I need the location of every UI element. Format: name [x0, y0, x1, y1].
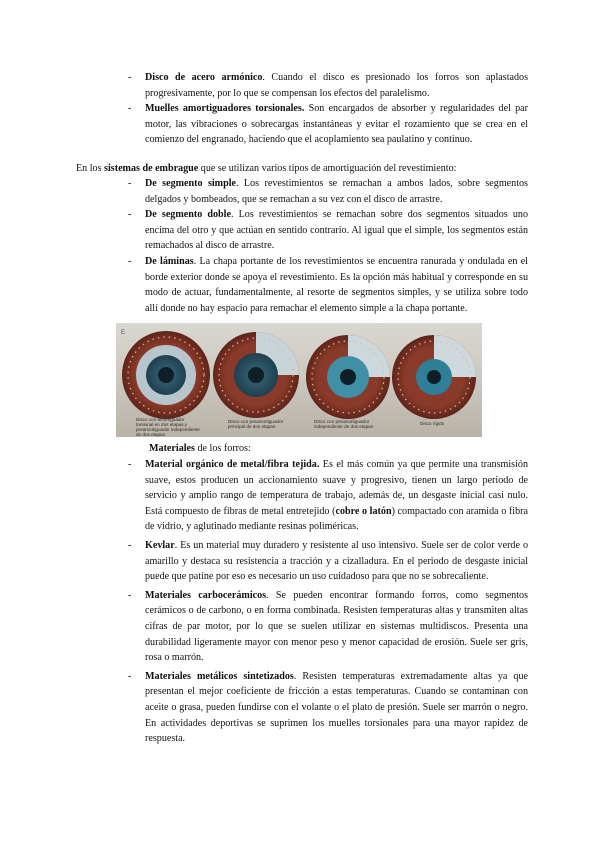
intro-text-after: que se utilizan varios tipos de amortiguación del revestimiento: — [198, 163, 457, 174]
bullet-dash: - — [128, 209, 132, 221]
item-term: Disco de acero armónico — [145, 72, 263, 83]
list-item — [128, 538, 528, 585]
item-text-continued: ) compactado con aramida o fibra de vidrio, y aglutinado mediante resinas poliméricas. — [145, 505, 528, 533]
clutch-disc-2 — [213, 332, 299, 418]
item-term: De segmento simple — [145, 178, 236, 189]
bullet-dash: - — [128, 589, 132, 601]
figure-caption-3: Disco con preamortiguador independiente de dos etapas — [314, 419, 374, 429]
list-item — [128, 254, 528, 316]
clutch-disc-1 — [122, 331, 210, 419]
bullet-dash: - — [128, 670, 132, 682]
damping-types-list — [128, 176, 528, 316]
item-text: . Los revestimientos se remachan sobre dos segmentos situados uno encima del otro y que actúan en sentido contrario. Al igual que el simple, los segmentos están remachados al disco de arrastre. — [145, 209, 528, 252]
intro-term: sistemas de embrague — [104, 163, 199, 174]
intro-text-before: En los — [76, 163, 105, 174]
list-item — [128, 101, 528, 148]
bullet-dash: - — [128, 539, 132, 551]
figure-caption-4: Disco rígido — [420, 421, 445, 426]
item-text: . La chapa portante de los revestimientos se encuentra ranurada y ondulada en el borde exterior donde se apoya el revestimiento. Es la opción más habitual y corresponde en su modo de actuar, fundamentalmente, al resorte de segmentos simples, y se utiliza sobre todo allí donde no hay espacio para remachar el elemento simple a la chapa portante. — [145, 255, 528, 314]
item-term: Kevlar — [145, 539, 175, 551]
item-text: Es el más común ya que permite una transmisión suave, estos producen un accionamiento suave y progresivo, tienen un largo periodo de servicio y amplio rango de temperatura de trabajo, además de, un desgaste inicial casi nulo. Está compuesto de fibras de metal entretejido ( — [145, 459, 528, 517]
list-item — [128, 70, 528, 101]
materials-list — [128, 457, 528, 747]
bullet-dash: - — [128, 72, 132, 83]
item-term: De láminas — [145, 255, 194, 267]
figure-caption-1: Disco con amortiguador torsional en dos etapas y preamortiguador independiente de dos etapas — [136, 417, 200, 437]
item-term: Materiales carbocerámicos — [145, 589, 267, 601]
list-item — [128, 176, 528, 207]
bullet-dash: - — [128, 459, 132, 470]
item-term: De segmento doble — [145, 209, 231, 221]
item-text: . Se pueden encontrar formando forros, como segmentos cerámicos o de carbono, o en forma combinada. Resisten temperaturas altas y transmiten altas cifras de par motor, por lo que se suelen utilizar en sistemas multidiscos. Presenta una durabilidad ligeramente mayor con menor peso y menor capacidad de erosión. Suele ser gris, rosa o marrón. — [145, 589, 528, 664]
bullet-dash: - — [128, 103, 132, 115]
item-term: Materiales metálicos sintetizados — [145, 670, 294, 682]
item-term-inline: cobre o latón — [335, 505, 392, 517]
bullet-dash: - — [128, 178, 132, 189]
clutch-disc-4 — [392, 335, 476, 419]
item-text: . Es un material muy duradero y resistente al uso intensivo. Suele ser de color verde o amarillo y destaca su resistencia a tracción y a cizalladura. En el periodo de desgaste inicial puede que patine por eso es necesario un uso cuidadoso para que no se sobrecaliente. — [145, 539, 528, 583]
figure-corner-label: E — [121, 330, 126, 336]
item-term: Muelles amortiguadores torsionales. — [145, 103, 305, 115]
list-item — [128, 457, 528, 535]
item-term: Material orgánico de metal/fibra tejida. — [145, 459, 320, 470]
list-item — [128, 669, 528, 747]
materials-heading-text: de los forros: — [194, 443, 251, 454]
list-item — [128, 588, 528, 666]
intro-paragraph — [76, 161, 528, 177]
item-text: . Los revestimientos se remachan a ambos lados, sobre segmentos delgados y bombeados, que se remachan a su vez con el disco de arrastre. — [145, 178, 528, 205]
clutch-disc-3 — [306, 335, 390, 419]
clutch-discs-figure — [116, 323, 482, 437]
materials-heading — [149, 441, 251, 457]
materials-heading-term: Materiales — [149, 443, 195, 454]
item-text: Son encargados de absorber y regularidades del par motor, las vibraciones o sobrecargas instantáneas y evitar el rozamiento que se crea en el comienzo del engranado, haciendo que el acoplamiento sea paulatino y continuo. — [145, 103, 528, 146]
list-item — [128, 207, 528, 254]
figure-caption-2: Disco con preamortiguador principal de dos etapas — [228, 419, 284, 429]
bullet-dash: - — [128, 255, 132, 267]
damper-features-list — [128, 70, 528, 148]
item-text: . Cuando el disco es presionado los forros son aplastados progresivamente, por lo que se compensan los efectos del paralelismo. — [145, 72, 528, 99]
item-text: . Resisten temperaturas extremadamente altas ya que presentan el mejor coeficiente de fricción a estas temperaturas. Cuando se contaminan con aceite o grasa, pueden fundirse con el volante o el plato de presión. Suele ser marrón o negro. En actividades deportivas se suprimen los muelles torsionales para una mayor rapidez de respuesta. — [145, 670, 528, 745]
